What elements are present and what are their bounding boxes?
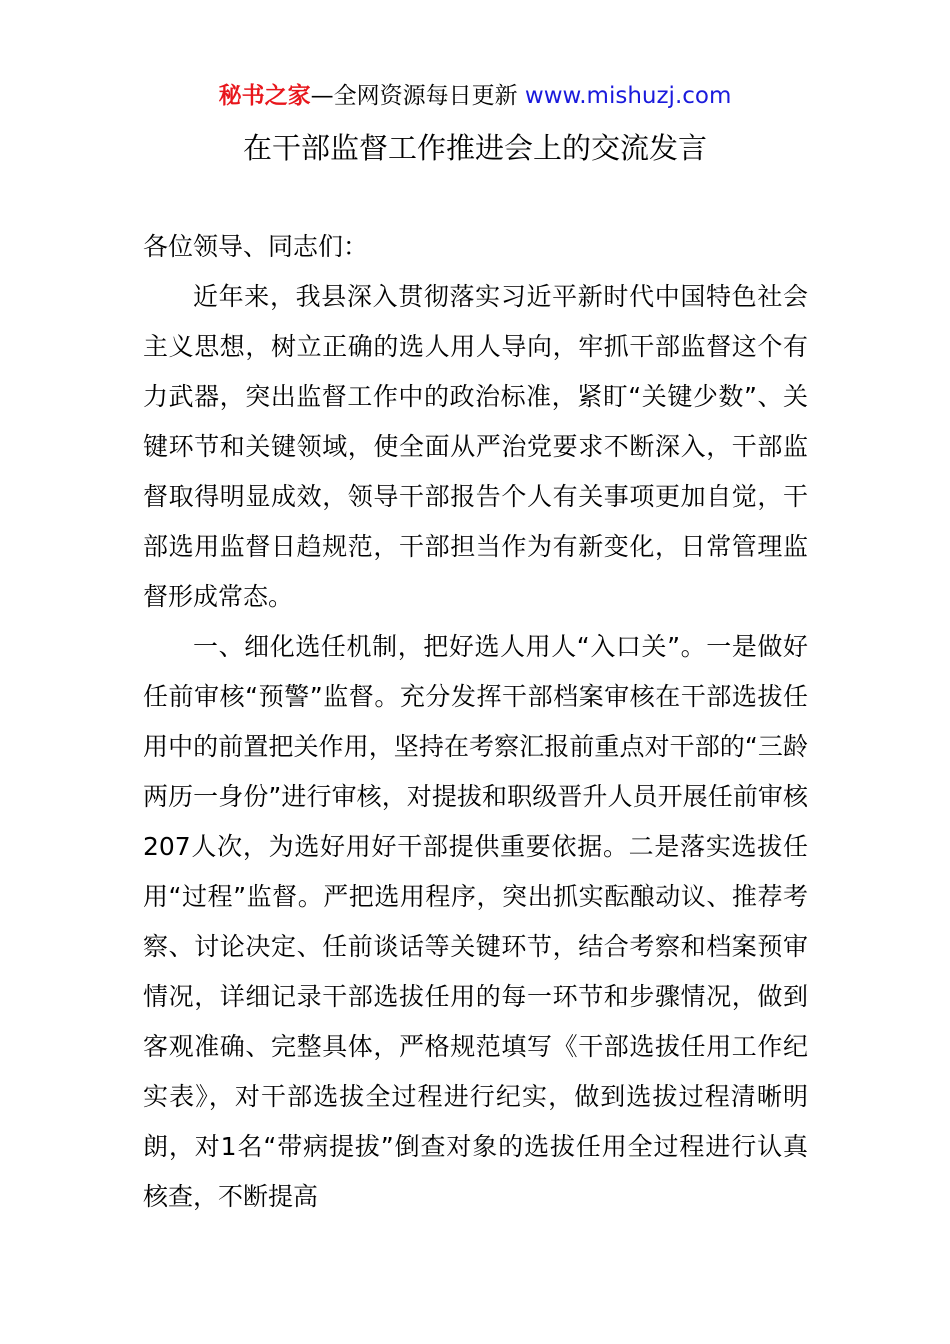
site-url-link[interactable]: www.mishuzj.com <box>524 83 732 109</box>
site-header <box>0 80 950 112</box>
document-title: 在干部监督工作推进会上的交流发言 <box>242 131 707 165</box>
brand-name: 秘书之家 <box>218 83 311 109</box>
salutation: 各位领导、同志们： <box>143 232 369 261</box>
document-body <box>143 222 808 1222</box>
body-paragraph: 近年来，我县深入贯彻落实习近平新时代中国特色社会主义思想，树立正确的选人用人导向，牢抓干部监督这个有力武器，突出监督工作中的政治标准，紧盯“关键少数”、关键环节和关键领域，使全面从严治党要求不断深入，干部监督取得明显成效，领导干部报告个人有关事项更加自觉，干部选用监督日趋规范，干部担当作为有新变化，日常管理监督形成常态。 <box>143 282 808 611</box>
body-paragraph: 一、细化选任机制，把好选人用人“入口关”。一是做好任前审核“预警”监督。充分发挥干部档案审核在干部选拔任用中的前置把关作用，坚持在考察汇报前重点对干部的“三龄两历一身份”进行审核，对提拔和职级晋升人员开展任前审核207人次，为选好用好干部提供重要依据。二是落实选拔任用“过程”监督。严把选用程序，突出抓实酝酿动议、推荐考察、讨论决定、任前谈话等关键环节，结合考察和档案预审情况，详细记录干部选拔任用的每一环节和步骤情况，做到客观准确、完整具体，严格规范填写《干部选拔任用工作纪实表》，对干部选拔全过程进行纪实，做到选拔过程清晰明朗，对1名“带病提拔”倒查对象的选拔任用全过程进行认真核查，不断提高 <box>143 632 808 1211</box>
site-tagline: —全网资源每日更新 <box>310 83 518 109</box>
